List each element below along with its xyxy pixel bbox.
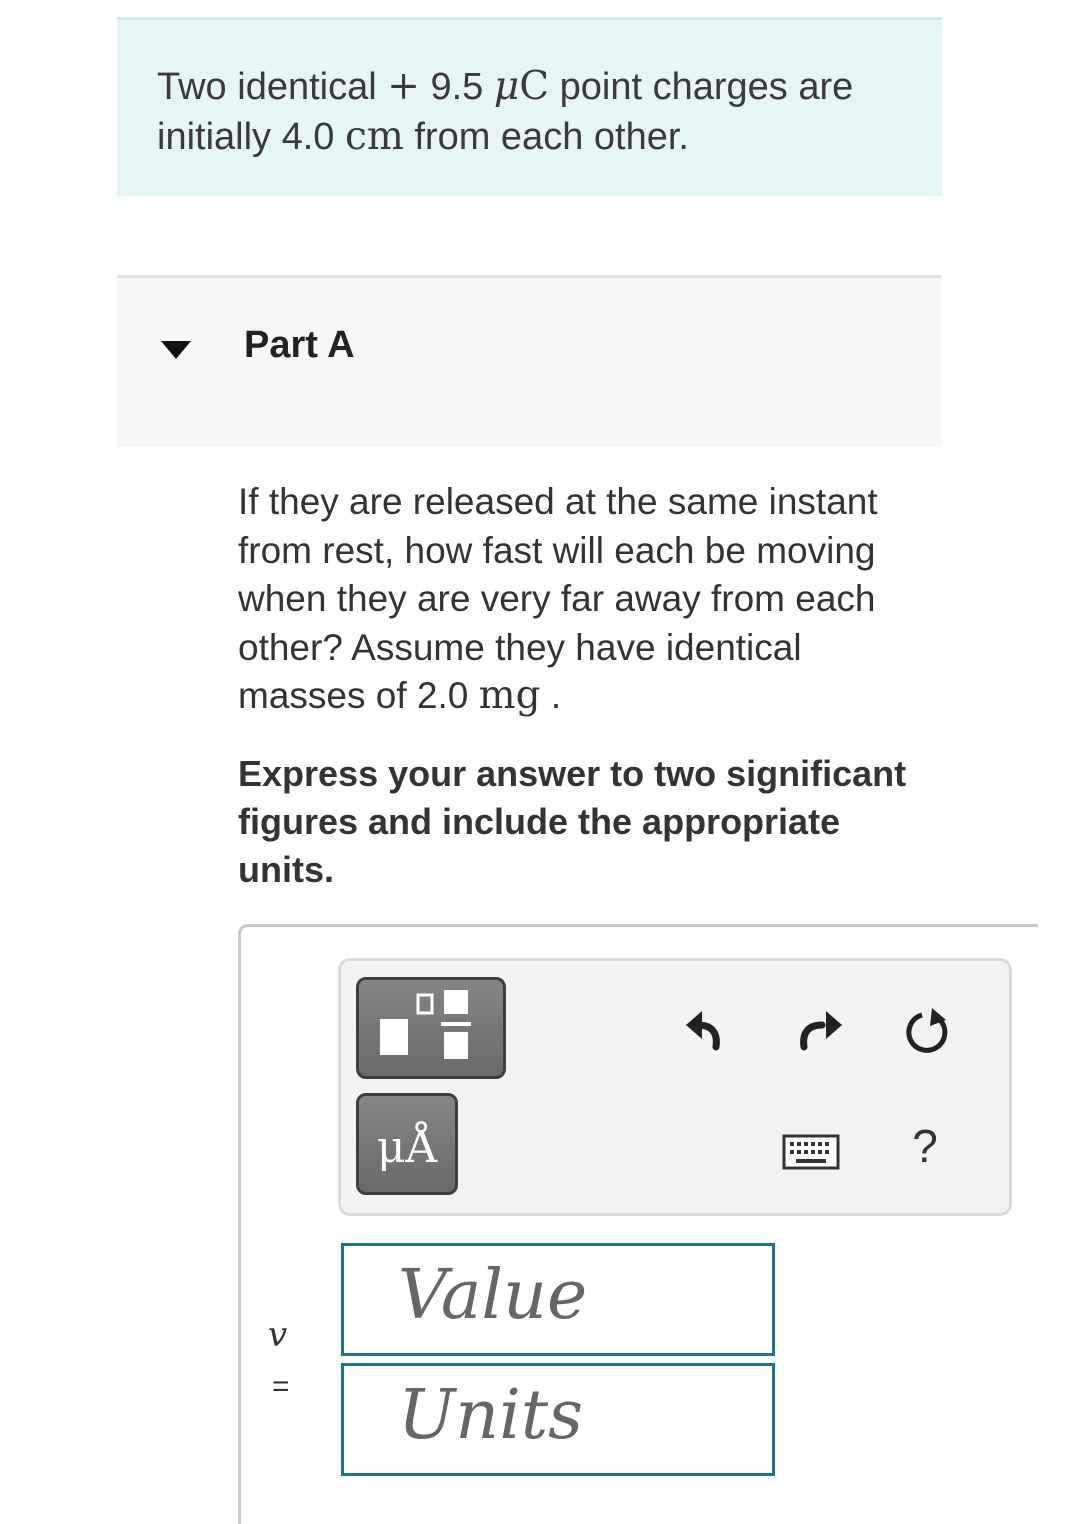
intro-coulomb-unit: C [519, 64, 550, 109]
question-mass-unit: mg [478, 673, 541, 718]
reset-icon[interactable] [900, 1004, 956, 1060]
intro-text-1: Two identical [157, 66, 388, 108]
units-button[interactable] [356, 1093, 458, 1195]
intro-text-2: point charges are initially 4.0 [157, 66, 854, 158]
part-a-header[interactable] [117, 275, 942, 447]
redo-icon[interactable] [796, 1003, 846, 1053]
collapse-caret-icon[interactable] [161, 341, 191, 359]
units-input[interactable]: Units [341, 1363, 775, 1476]
question-text [238, 478, 938, 721]
intro-plus-sign: + [387, 64, 420, 109]
help-icon[interactable]: ? [912, 1120, 938, 1172]
value-input[interactable]: Value [341, 1243, 775, 1356]
answer-instruction: Express your answer to two significant figures and include the appropriate units. [238, 753, 907, 890]
undo-icon[interactable] [682, 1003, 732, 1053]
part-title: Part A [244, 324, 355, 366]
intro-text-3: from each other. [403, 116, 689, 158]
equals-sign: = [272, 1370, 290, 1403]
problem-intro-text [157, 62, 917, 162]
keyboard-icon[interactable] [782, 1132, 842, 1172]
intro-charge-value: 9.5 [419, 66, 494, 108]
question-end: . [540, 675, 562, 716]
templates-button[interactable] [356, 977, 506, 1079]
units-icon: μÅ [376, 1121, 438, 1173]
intro-cm-unit: cm [344, 114, 404, 159]
templates-icon [356, 977, 506, 1079]
problem-intro-panel [117, 17, 942, 196]
question-body: If they are released at the same instant from rest, how fast will each be moving when they are very far away from each other? Assume they have identical masses of 2.0 [238, 481, 878, 716]
answer-variable: v [268, 1315, 288, 1355]
intro-mu: μ [493, 64, 520, 109]
